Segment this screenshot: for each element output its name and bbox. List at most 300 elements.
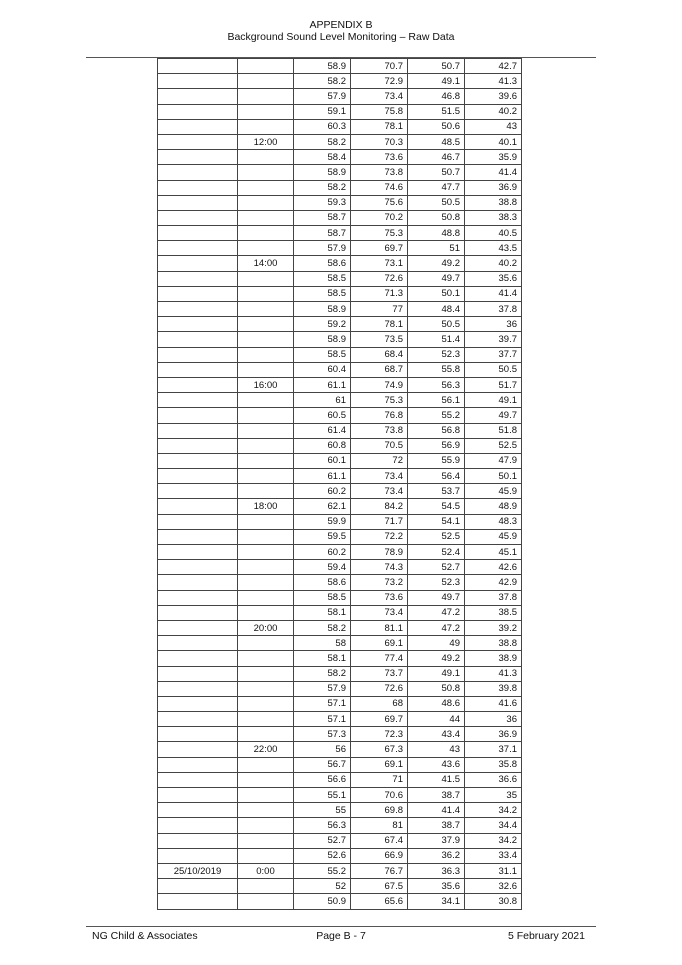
time-cell [238,150,294,165]
value-cell: 36.6 [465,772,522,787]
value-cell: 39.2 [465,620,522,635]
value-cell: 38.7 [408,788,465,803]
date-cell: 25/10/2019 [158,863,238,878]
value-cell: 38.8 [465,195,522,210]
value-cell: 73.5 [351,332,408,347]
time-cell [238,590,294,605]
value-cell: 58.6 [294,575,351,590]
time-cell [238,195,294,210]
value-cell: 46.8 [408,89,465,104]
table-row [158,408,522,423]
value-cell: 68.4 [351,347,408,362]
table-row [158,894,522,909]
value-cell: 56.4 [408,469,465,484]
table-row [158,590,522,605]
value-cell: 58 [294,636,351,651]
value-cell: 48.5 [408,134,465,149]
time-cell [238,545,294,560]
date-cell [158,195,238,210]
value-cell: 60.2 [294,545,351,560]
table-row [158,666,522,681]
value-cell: 41.4 [465,286,522,301]
table-row [158,210,522,225]
value-cell: 45.1 [465,545,522,560]
date-cell [158,180,238,195]
value-cell: 39.8 [465,681,522,696]
time-cell: 18:00 [238,499,294,514]
table-row [158,848,522,863]
date-cell [158,742,238,757]
value-cell: 55.2 [294,863,351,878]
value-cell: 57.9 [294,241,351,256]
time-cell [238,332,294,347]
table-row [158,119,522,134]
value-cell: 70.6 [351,788,408,803]
value-cell: 32.6 [465,879,522,894]
table-row [158,636,522,651]
value-cell: 58.2 [294,74,351,89]
value-cell: 51.5 [408,104,465,119]
value-cell: 52.7 [294,833,351,848]
value-cell: 43.6 [408,757,465,772]
date-cell [158,59,238,74]
table-row [158,727,522,742]
table-row [158,241,522,256]
time-cell: 0:00 [238,863,294,878]
value-cell: 52.7 [408,560,465,575]
footer-company: NG Child & Associates [92,930,198,942]
time-cell [238,712,294,727]
table-row [158,788,522,803]
value-cell: 73.6 [351,150,408,165]
time-cell [238,681,294,696]
table-row [158,833,522,848]
value-cell: 74.3 [351,560,408,575]
table-row [158,803,522,818]
table-row [158,332,522,347]
value-cell: 50.5 [408,317,465,332]
value-cell: 58.5 [294,590,351,605]
value-cell: 58.9 [294,165,351,180]
date-cell [158,210,238,225]
value-cell: 40.1 [465,134,522,149]
value-cell: 33.4 [465,848,522,863]
value-cell: 75.6 [351,195,408,210]
value-cell: 37.8 [465,302,522,317]
value-cell: 58.1 [294,605,351,620]
value-cell: 36.2 [408,848,465,863]
value-cell: 47.7 [408,180,465,195]
value-cell: 61.1 [294,469,351,484]
value-cell: 41.6 [465,696,522,711]
time-cell [238,605,294,620]
value-cell: 72.6 [351,271,408,286]
date-cell [158,469,238,484]
footer-page-number: Page B - 7 [316,930,366,942]
value-cell: 49.1 [408,666,465,681]
value-cell: 81 [351,818,408,833]
value-cell: 36 [465,712,522,727]
value-cell: 74.9 [351,377,408,392]
value-cell: 57.1 [294,696,351,711]
value-cell: 51.4 [408,332,465,347]
value-cell: 60.1 [294,453,351,468]
table-row [158,712,522,727]
date-cell [158,848,238,863]
value-cell: 58.9 [294,302,351,317]
value-cell: 52.3 [408,347,465,362]
value-cell: 56.1 [408,393,465,408]
time-cell [238,894,294,909]
value-cell: 36.9 [465,180,522,195]
table-row [158,651,522,666]
value-cell: 43 [465,119,522,134]
date-cell [158,241,238,256]
value-cell: 58.2 [294,180,351,195]
value-cell: 55.8 [408,362,465,377]
table-row [158,879,522,894]
value-cell: 30.8 [465,894,522,909]
time-cell [238,165,294,180]
value-cell: 40.5 [465,226,522,241]
table-row [158,772,522,787]
value-cell: 34.4 [465,818,522,833]
table-row [158,180,522,195]
time-cell [238,788,294,803]
table-row [158,286,522,301]
value-cell: 56.9 [408,438,465,453]
value-cell: 48.4 [408,302,465,317]
value-cell: 36.9 [465,727,522,742]
value-cell: 61.4 [294,423,351,438]
value-cell: 40.2 [465,256,522,271]
value-cell: 36.3 [408,863,465,878]
value-cell: 77 [351,302,408,317]
value-cell: 61.1 [294,377,351,392]
time-cell [238,833,294,848]
date-cell [158,560,238,575]
value-cell: 73.8 [351,165,408,180]
table-row [158,818,522,833]
date-cell [158,134,238,149]
value-cell: 78.9 [351,545,408,560]
value-cell: 59.4 [294,560,351,575]
date-cell [158,286,238,301]
appendix-title: APPENDIX B [309,19,373,31]
time-cell [238,696,294,711]
date-cell [158,879,238,894]
appendix-subtitle: Background Sound Level Monitoring – Raw Data [227,31,455,43]
value-cell: 48.6 [408,696,465,711]
value-cell: 71.7 [351,514,408,529]
table-row [158,453,522,468]
value-cell: 76.8 [351,408,408,423]
value-cell: 67.3 [351,742,408,757]
value-cell: 68.7 [351,362,408,377]
value-cell: 58.1 [294,651,351,666]
date-cell [158,545,238,560]
value-cell: 75.3 [351,393,408,408]
value-cell: 35 [465,788,522,803]
raw-data-table-body [158,59,522,910]
value-cell: 58.4 [294,150,351,165]
time-cell [238,226,294,241]
value-cell: 49.1 [465,393,522,408]
value-cell: 37.1 [465,742,522,757]
value-cell: 57.9 [294,681,351,696]
table-row [158,256,522,271]
value-cell: 59.5 [294,529,351,544]
value-cell: 37.9 [408,833,465,848]
value-cell: 41.4 [465,165,522,180]
table-row [158,560,522,575]
table-row [158,134,522,149]
value-cell: 47.9 [465,453,522,468]
date-cell [158,788,238,803]
time-cell [238,104,294,119]
value-cell: 50.7 [408,59,465,74]
value-cell: 60.3 [294,119,351,134]
value-cell: 73.1 [351,256,408,271]
value-cell: 38.8 [465,636,522,651]
value-cell: 52 [294,879,351,894]
value-cell: 57.3 [294,727,351,742]
date-cell [158,119,238,134]
value-cell: 50.1 [408,286,465,301]
time-cell [238,408,294,423]
date-cell [158,590,238,605]
value-cell: 49.7 [408,590,465,605]
time-cell [238,727,294,742]
value-cell: 37.7 [465,347,522,362]
value-cell: 69.7 [351,712,408,727]
value-cell: 55 [294,803,351,818]
value-cell: 73.4 [351,469,408,484]
value-cell: 49.1 [408,74,465,89]
value-cell: 69.1 [351,757,408,772]
value-cell: 38.9 [465,651,522,666]
time-cell [238,119,294,134]
value-cell: 72.2 [351,529,408,544]
value-cell: 35.8 [465,757,522,772]
time-cell [238,271,294,286]
table-row [158,89,522,104]
value-cell: 52.3 [408,575,465,590]
value-cell: 69.8 [351,803,408,818]
table-row [158,165,522,180]
value-cell: 38.5 [465,605,522,620]
time-cell [238,469,294,484]
value-cell: 62.1 [294,499,351,514]
date-cell [158,605,238,620]
value-cell: 73.6 [351,590,408,605]
value-cell: 73.4 [351,484,408,499]
date-cell [158,104,238,119]
date-cell [158,438,238,453]
value-cell: 39.7 [465,332,522,347]
table-row [158,620,522,635]
value-cell: 40.2 [465,104,522,119]
date-cell [158,74,238,89]
time-cell [238,514,294,529]
table-row [158,104,522,119]
date-cell [158,423,238,438]
value-cell: 65.6 [351,894,408,909]
time-cell [238,362,294,377]
value-cell: 69.1 [351,636,408,651]
date-cell [158,165,238,180]
date-cell [158,620,238,635]
value-cell: 68 [351,696,408,711]
value-cell: 58.5 [294,271,351,286]
value-cell: 75.8 [351,104,408,119]
time-cell [238,286,294,301]
date-cell [158,803,238,818]
time-cell [238,560,294,575]
value-cell: 58.7 [294,226,351,241]
value-cell: 77.4 [351,651,408,666]
time-cell [238,74,294,89]
value-cell: 55.1 [294,788,351,803]
value-cell: 78.1 [351,119,408,134]
value-cell: 58.6 [294,256,351,271]
value-cell: 50.1 [465,469,522,484]
table-row [158,347,522,362]
table-row [158,575,522,590]
value-cell: 46.7 [408,150,465,165]
value-cell: 57.1 [294,712,351,727]
value-cell: 31.1 [465,863,522,878]
value-cell: 56.3 [408,377,465,392]
date-cell [158,818,238,833]
value-cell: 59.3 [294,195,351,210]
date-cell [158,514,238,529]
value-cell: 54.5 [408,499,465,514]
value-cell: 76.7 [351,863,408,878]
value-cell: 58.2 [294,134,351,149]
value-cell: 42.7 [465,59,522,74]
value-cell: 56.3 [294,818,351,833]
value-cell: 73.2 [351,575,408,590]
date-cell [158,484,238,499]
time-cell [238,180,294,195]
value-cell: 58.7 [294,210,351,225]
value-cell: 35.6 [465,271,522,286]
value-cell: 34.2 [465,803,522,818]
time-cell [238,848,294,863]
time-cell: 16:00 [238,377,294,392]
value-cell: 73.7 [351,666,408,681]
value-cell: 59.2 [294,317,351,332]
table-row [158,74,522,89]
value-cell: 50.7 [408,165,465,180]
value-cell: 75.3 [351,226,408,241]
value-cell: 50.6 [408,119,465,134]
time-cell [238,241,294,256]
value-cell: 72.6 [351,681,408,696]
value-cell: 51 [408,241,465,256]
table-row [158,423,522,438]
value-cell: 49.2 [408,651,465,666]
value-cell: 55.2 [408,408,465,423]
time-cell [238,423,294,438]
time-cell [238,803,294,818]
value-cell: 47.2 [408,620,465,635]
value-cell: 50.9 [294,894,351,909]
value-cell: 51.8 [465,423,522,438]
date-cell [158,833,238,848]
time-cell [238,529,294,544]
table-row [158,195,522,210]
value-cell: 72 [351,453,408,468]
table-row [158,681,522,696]
value-cell: 70.3 [351,134,408,149]
footer-rule [86,926,596,927]
date-cell [158,772,238,787]
value-cell: 42.6 [465,560,522,575]
value-cell: 73.4 [351,89,408,104]
value-cell: 54.1 [408,514,465,529]
value-cell: 35.9 [465,150,522,165]
value-cell: 66.9 [351,848,408,863]
value-cell: 34.2 [465,833,522,848]
date-cell [158,408,238,423]
table-row [158,362,522,377]
table-row [158,302,522,317]
time-cell [238,393,294,408]
table-row [158,757,522,772]
value-cell: 67.4 [351,833,408,848]
table-row [158,545,522,560]
date-cell [158,712,238,727]
value-cell: 35.6 [408,879,465,894]
value-cell: 56.7 [294,757,351,772]
value-cell: 67.5 [351,879,408,894]
time-cell [238,347,294,362]
value-cell: 57.9 [294,89,351,104]
date-cell [158,529,238,544]
value-cell: 73.4 [351,605,408,620]
time-cell: 22:00 [238,742,294,757]
value-cell: 56 [294,742,351,757]
value-cell: 73.8 [351,423,408,438]
footer-date: 5 February 2021 [507,930,585,942]
value-cell: 69.7 [351,241,408,256]
time-cell [238,438,294,453]
value-cell: 60.2 [294,484,351,499]
date-cell [158,347,238,362]
date-cell [158,575,238,590]
value-cell: 51.7 [465,377,522,392]
table-row [158,469,522,484]
value-cell: 42.9 [465,575,522,590]
date-cell [158,651,238,666]
value-cell: 59.9 [294,514,351,529]
value-cell: 48.3 [465,514,522,529]
value-cell: 50.5 [465,362,522,377]
value-cell: 41.3 [465,74,522,89]
time-cell [238,651,294,666]
value-cell: 58.2 [294,620,351,635]
value-cell: 41.5 [408,772,465,787]
date-cell [158,89,238,104]
value-cell: 78.1 [351,317,408,332]
value-cell: 71 [351,772,408,787]
table-row [158,377,522,392]
time-cell [238,59,294,74]
time-cell [238,575,294,590]
value-cell: 45.9 [465,529,522,544]
